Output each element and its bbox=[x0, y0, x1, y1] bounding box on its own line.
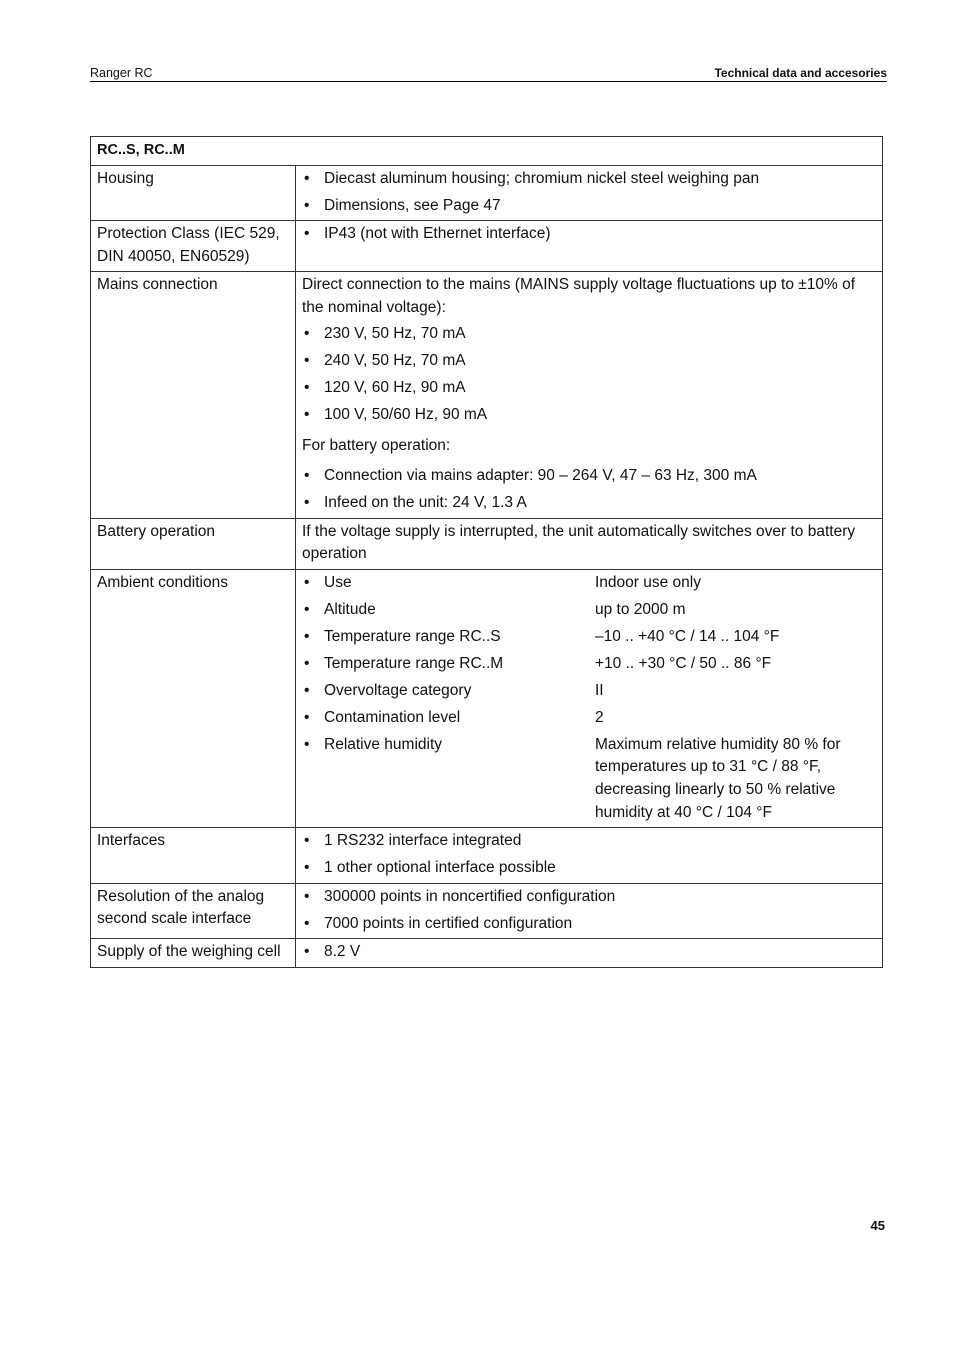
ambient-value: Maximum relative humidity 80 % for temperatures up to 31 °C / 88 °F, decreasing linearly to 50 % relative humidity at 40 °C / 104 °F bbox=[595, 735, 841, 821]
mains-intro: Direct connection to the mains (MAINS supply voltage fluctuations up to ±10% of the nominal voltage): bbox=[302, 276, 856, 316]
table-row-battery bbox=[91, 518, 883, 569]
list-item: • Infeed on the unit: 24 V, 1.3 A bbox=[302, 492, 876, 515]
row-label: Resolution of the analog second scale interface bbox=[91, 883, 296, 939]
ambient-value: Indoor use only bbox=[595, 573, 701, 591]
list-item bbox=[302, 680, 876, 703]
ambient-value: +10 .. +30 °C / 50 .. 86 °F bbox=[595, 654, 772, 672]
list-item bbox=[302, 707, 876, 730]
list-item bbox=[302, 626, 876, 649]
list-item: • 120 V, 60 Hz, 90 mA bbox=[302, 377, 876, 400]
ambient-value: –10 .. +40 °C / 14 .. 104 °F bbox=[595, 627, 780, 645]
list-item: • 1 RS232 interface integrated bbox=[302, 830, 876, 853]
ambient-name: • Temperature range RC..S bbox=[324, 627, 501, 645]
list-item: • 7000 points in certified configuration bbox=[302, 913, 876, 936]
row-label: Interfaces bbox=[91, 828, 296, 884]
row-label: Supply of the weighing cell bbox=[91, 939, 296, 968]
list-item: • Dimensions, see Page 47 bbox=[302, 195, 876, 218]
row-label: Ambient conditions bbox=[91, 569, 296, 828]
row-value: If the voltage supply is interrupted, the unit automatically switches over to battery operation bbox=[296, 518, 883, 569]
list-item: • Diecast aluminum housing; chromium nickel steel weighing pan bbox=[302, 168, 876, 191]
table-row-protection bbox=[91, 221, 883, 272]
table-title-row bbox=[91, 137, 883, 166]
ambient-value: up to 2000 m bbox=[595, 600, 686, 618]
ambient-value: II bbox=[595, 681, 604, 699]
spec-table bbox=[90, 136, 883, 968]
header-rule bbox=[90, 81, 887, 82]
list-item bbox=[302, 599, 876, 622]
row-value bbox=[296, 165, 883, 221]
table-row-supply bbox=[91, 939, 883, 968]
row-label: Housing bbox=[91, 165, 296, 221]
table-row-interfaces bbox=[91, 828, 883, 884]
list-item bbox=[302, 572, 876, 595]
list-item: • 8.2 V bbox=[302, 941, 876, 964]
row-value bbox=[296, 569, 883, 828]
header-left: Ranger RC bbox=[90, 66, 153, 80]
list-item: • 230 V, 50 Hz, 70 mA bbox=[302, 323, 876, 346]
row-value bbox=[296, 883, 883, 939]
row-label: Protection Class (IEC 529, DIN 40050, EN60529) bbox=[91, 221, 296, 272]
table-title: RC..S, RC..M bbox=[91, 137, 883, 166]
page-number: 45 bbox=[870, 1218, 885, 1233]
header-right: Technical data and accesories bbox=[714, 66, 887, 80]
ambient-name: • Relative humidity bbox=[324, 735, 443, 753]
list-item: • 100 V, 50/60 Hz, 90 mA bbox=[302, 404, 876, 427]
ambient-name: • Temperature range RC..M bbox=[324, 654, 504, 672]
row-value bbox=[296, 272, 883, 519]
row-value bbox=[296, 939, 883, 968]
list-item bbox=[302, 734, 876, 825]
table-row-mains bbox=[91, 272, 883, 519]
ambient-name: • Use bbox=[324, 573, 352, 591]
list-item: • 300000 points in noncertified configuration bbox=[302, 886, 876, 909]
ambient-name: • Altitude bbox=[324, 600, 376, 618]
row-label: Mains connection bbox=[91, 272, 296, 519]
list-item: • IP43 (not with Ethernet interface) bbox=[302, 223, 876, 246]
row-value bbox=[296, 828, 883, 884]
ambient-name: • Contamination level bbox=[324, 708, 461, 726]
battery-intro: For battery operation: bbox=[302, 436, 451, 454]
row-value bbox=[296, 221, 883, 272]
table-row-housing bbox=[91, 165, 883, 221]
ambient-name: • Overvoltage category bbox=[324, 681, 472, 699]
list-item: • Connection via mains adapter: 90 – 264 V, 47 – 63 Hz, 300 mA bbox=[302, 465, 876, 488]
list-item: • 240 V, 50 Hz, 70 mA bbox=[302, 350, 876, 373]
ambient-value: 2 bbox=[595, 708, 604, 726]
row-label: Battery operation bbox=[91, 518, 296, 569]
list-item: • 1 other optional interface possible bbox=[302, 857, 876, 880]
list-item bbox=[302, 653, 876, 676]
table-row-ambient bbox=[91, 569, 883, 828]
table-row-resolution bbox=[91, 883, 883, 939]
